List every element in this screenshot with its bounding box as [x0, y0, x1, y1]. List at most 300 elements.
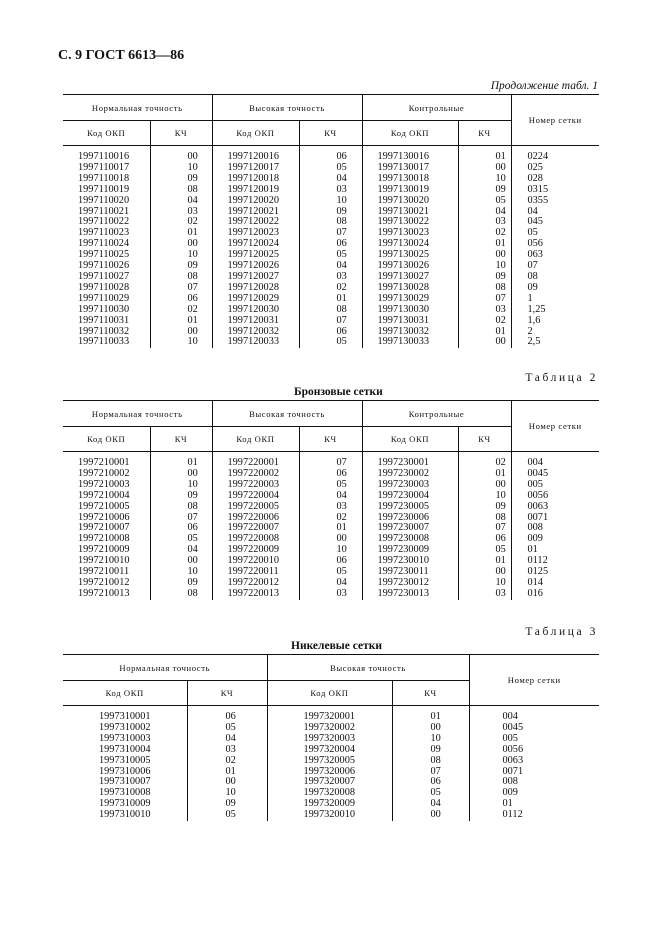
okp-code-cell: 1997130016 — [362, 146, 458, 163]
mesh-number-cell: 04 — [527, 205, 538, 217]
okp-code-cell: 1997120033 — [212, 337, 299, 348]
kch-cell: 10 — [150, 480, 212, 491]
kch-cell: 01 — [150, 316, 212, 327]
table-row — [63, 217, 599, 228]
kch-cell: 05 — [392, 788, 469, 799]
kch-cell: 09 — [150, 174, 212, 185]
mesh-number-cell: 014 — [527, 576, 543, 588]
kch-cell: 10 — [458, 491, 511, 502]
kch-cell: 03 — [458, 305, 511, 316]
kch-cell: 07 — [299, 452, 362, 469]
kch-cell: 10 — [150, 567, 212, 578]
table-3-nickel — [63, 654, 599, 821]
kch-cell: 05 — [299, 250, 362, 261]
col-mesh-number: Номер сетки — [511, 95, 599, 146]
kch-cell: 02 — [187, 756, 267, 767]
okp-code-cell: 1997110028 — [63, 283, 150, 294]
mesh-number-cell: 045 — [527, 216, 543, 228]
kch-cell: 10 — [458, 261, 511, 272]
mesh-number-cell: 1,25 — [527, 303, 546, 315]
okp-code-cell: 1997230006 — [362, 513, 458, 524]
kch-cell: 07 — [150, 283, 212, 294]
okp-code-cell: 1997210006 — [63, 513, 150, 524]
kch-cell: 02 — [150, 217, 212, 228]
col-kch: КЧ — [458, 121, 511, 146]
page-header: С. 9 ГОСТ 6613—86 — [58, 48, 185, 63]
table-row — [63, 228, 599, 239]
kch-cell: 02 — [299, 283, 362, 294]
okp-code-cell: 1997230007 — [362, 523, 458, 534]
okp-code-cell: 1997110033 — [63, 337, 150, 348]
okp-code-cell: 1997310008 — [63, 788, 187, 799]
kch-cell: 04 — [299, 578, 362, 589]
okp-code-cell: 1997120023 — [212, 228, 299, 239]
okp-code-cell: 1997220009 — [212, 545, 299, 556]
kch-cell: 07 — [150, 513, 212, 524]
kch-cell: 08 — [458, 513, 511, 524]
col-group-normal: Нормальная точность — [63, 401, 212, 427]
table-row — [63, 261, 599, 272]
kch-cell: 04 — [150, 196, 212, 207]
okp-code-cell: 1997110031 — [63, 316, 150, 327]
table-row — [63, 283, 599, 294]
okp-code-cell: 1997230012 — [362, 578, 458, 589]
mesh-number-cell: 0355 — [527, 194, 549, 206]
kch-cell: 04 — [150, 545, 212, 556]
mesh-number-cell: 016 — [527, 587, 543, 599]
table-row — [63, 294, 599, 305]
okp-code-cell: 1997130026 — [362, 261, 458, 272]
okp-code-cell: 1997220003 — [212, 480, 299, 491]
okp-code-cell: 1997110016 — [63, 146, 150, 163]
kch-cell: 08 — [392, 756, 469, 767]
kch-cell: 01 — [299, 523, 362, 534]
mesh-number-cell: 09 — [527, 281, 538, 293]
kch-cell: 09 — [187, 799, 267, 810]
mesh-number-cell: 01 — [502, 798, 513, 810]
okp-code-cell: 1997320010 — [267, 810, 392, 821]
okp-code-cell: 1997210002 — [63, 469, 150, 480]
kch-cell: 04 — [392, 799, 469, 810]
okp-code-cell: 1997310009 — [63, 799, 187, 810]
okp-code-cell: 1997110021 — [63, 207, 150, 218]
okp-code-cell: 1997110029 — [63, 294, 150, 305]
okp-code-cell: 1997210005 — [63, 502, 150, 513]
kch-cell: 01 — [150, 452, 212, 469]
table-row — [63, 756, 599, 767]
mesh-number-cell: 07 — [527, 260, 538, 272]
okp-code-cell: 1997320002 — [267, 723, 392, 734]
col-group-high: Высокая точность — [267, 655, 469, 681]
table-row — [63, 174, 599, 185]
okp-code-cell: 1997210012 — [63, 578, 150, 589]
table-2-caption: Таблица 2 — [525, 372, 598, 384]
okp-code-cell: 1997120031 — [212, 316, 299, 327]
table-row — [63, 810, 599, 821]
table-row — [63, 513, 599, 524]
okp-code-cell: 1997230008 — [362, 534, 458, 545]
continuation-note: Продолжение табл. 1 — [490, 80, 598, 92]
kch-cell: 10 — [150, 250, 212, 261]
okp-code-cell: 1997320009 — [267, 799, 392, 810]
kch-cell: 06 — [150, 294, 212, 305]
kch-cell: 02 — [458, 452, 511, 469]
kch-cell: 03 — [458, 589, 511, 600]
mesh-number-cell: 0071 — [502, 765, 524, 777]
mesh-number-cell: 063 — [527, 249, 543, 261]
col-group-control: Контрольные — [362, 95, 511, 121]
okp-code-cell: 1997110022 — [63, 217, 150, 228]
col-kch: КЧ — [392, 681, 469, 706]
mesh-number-cell: 05 — [527, 227, 538, 239]
okp-code-cell: 1997120028 — [212, 283, 299, 294]
kch-cell: 09 — [392, 745, 469, 756]
mesh-number-cell: 2 — [527, 325, 533, 337]
table-row — [63, 337, 599, 348]
okp-code-cell: 1997130018 — [362, 174, 458, 185]
okp-code-cell: 1997110019 — [63, 185, 150, 196]
kch-cell: 00 — [458, 163, 511, 174]
mesh-number-cell: 0224 — [527, 151, 549, 162]
col-group-normal: Нормальная точность — [63, 95, 212, 121]
mesh-number-cell: 005 — [502, 732, 518, 744]
okp-code-cell: 1997230011 — [362, 567, 458, 578]
kch-cell: 10 — [299, 196, 362, 207]
kch-cell: 03 — [150, 207, 212, 218]
okp-code-cell: 1997110025 — [63, 250, 150, 261]
okp-code-cell: 1997110032 — [63, 327, 150, 338]
col-kch: КЧ — [150, 427, 212, 452]
table-row — [63, 706, 599, 723]
kch-cell: 05 — [299, 163, 362, 174]
kch-cell: 08 — [150, 589, 212, 600]
okp-code-cell: 1997120016 — [212, 146, 299, 163]
okp-code-cell: 1997320005 — [267, 756, 392, 767]
kch-cell: 06 — [458, 534, 511, 545]
mesh-number-cell: 08 — [527, 270, 538, 282]
col-kch: КЧ — [458, 427, 511, 452]
table-row — [63, 567, 599, 578]
kch-cell: 07 — [458, 294, 511, 305]
okp-code-cell: 1997220004 — [212, 491, 299, 502]
col-code: Код ОКП — [212, 121, 299, 146]
okp-code-cell: 1997120018 — [212, 174, 299, 185]
kch-cell: 10 — [187, 788, 267, 799]
col-group-high: Высокая точность — [212, 95, 362, 121]
col-kch: КЧ — [299, 427, 362, 452]
okp-code-cell: 1997210003 — [63, 480, 150, 491]
okp-code-cell: 1997210008 — [63, 534, 150, 545]
mesh-number-cell: 056 — [527, 238, 543, 250]
col-code: Код ОКП — [267, 681, 392, 706]
kch-cell: 08 — [299, 217, 362, 228]
kch-cell: 02 — [150, 305, 212, 316]
mesh-number-cell: 0056 — [502, 743, 524, 755]
table-row — [63, 556, 599, 567]
table-row — [63, 146, 599, 163]
okp-code-cell: 1997310004 — [63, 745, 187, 756]
mesh-number-cell: 0063 — [502, 754, 524, 766]
kch-cell: 01 — [458, 146, 511, 163]
okp-code-cell: 1997230013 — [362, 589, 458, 600]
table-row — [63, 272, 599, 283]
kch-cell: 07 — [392, 767, 469, 778]
okp-code-cell: 1997120025 — [212, 250, 299, 261]
col-mesh-number: Номер сетки — [511, 401, 599, 452]
col-mesh-number: Номер сетки — [469, 655, 599, 706]
kch-cell: 09 — [458, 272, 511, 283]
okp-code-cell: 1997110026 — [63, 261, 150, 272]
okp-code-cell: 1997210001 — [63, 452, 150, 469]
okp-code-cell: 1997230001 — [362, 452, 458, 469]
okp-code-cell: 1997110030 — [63, 305, 150, 316]
table-row — [63, 316, 599, 327]
okp-code-cell: 1997230009 — [362, 545, 458, 556]
mesh-number-cell: 0071 — [527, 511, 549, 523]
mesh-number-cell: 0125 — [527, 566, 549, 578]
kch-cell: 05 — [299, 480, 362, 491]
mesh-number-cell: 009 — [527, 533, 543, 545]
table-row — [63, 545, 599, 556]
kch-cell: 06 — [299, 146, 362, 163]
kch-cell: 06 — [299, 327, 362, 338]
table-3-title: Никелевые сетки — [291, 640, 382, 652]
col-code: Код ОКП — [362, 427, 458, 452]
okp-code-cell: 1997210007 — [63, 523, 150, 534]
col-group-high: Высокая точность — [212, 401, 362, 427]
kch-cell: 07 — [299, 228, 362, 239]
col-code: Код ОКП — [63, 427, 150, 452]
okp-code-cell: 1997120029 — [212, 294, 299, 305]
mesh-number-cell: 004 — [502, 711, 518, 722]
kch-cell: 06 — [299, 239, 362, 250]
kch-cell: 06 — [150, 523, 212, 534]
okp-code-cell: 1997220007 — [212, 523, 299, 534]
mesh-number-cell: 1 — [527, 292, 533, 304]
col-code: Код ОКП — [63, 681, 187, 706]
kch-cell: 01 — [458, 556, 511, 567]
kch-cell: 04 — [299, 174, 362, 185]
kch-cell: 00 — [458, 480, 511, 491]
table-row — [63, 589, 599, 600]
col-code: Код ОКП — [362, 121, 458, 146]
col-kch: КЧ — [187, 681, 267, 706]
kch-cell: 03 — [299, 502, 362, 513]
table-row — [63, 250, 599, 261]
mesh-number-cell: 0112 — [527, 555, 548, 567]
kch-cell: 00 — [150, 469, 212, 480]
kch-cell: 06 — [299, 469, 362, 480]
okp-code-cell: 1997320001 — [267, 706, 392, 723]
table-row — [63, 523, 599, 534]
col-code: Код ОКП — [63, 121, 150, 146]
kch-cell: 08 — [458, 283, 511, 294]
kch-cell: 03 — [458, 217, 511, 228]
table-row — [63, 491, 599, 502]
mesh-number-cell: 025 — [527, 161, 543, 173]
mesh-number-cell: 004 — [527, 457, 543, 468]
table-1-continuation — [63, 94, 599, 348]
okp-code-cell: 1997110017 — [63, 163, 150, 174]
table-row — [63, 305, 599, 316]
kch-cell: 01 — [187, 767, 267, 778]
mesh-number-cell: 0315 — [527, 183, 549, 195]
okp-code-cell: 1997220002 — [212, 469, 299, 480]
kch-cell: 07 — [458, 523, 511, 534]
col-kch: КЧ — [150, 121, 212, 146]
okp-code-cell: 1997120027 — [212, 272, 299, 283]
okp-code-cell: 1997120020 — [212, 196, 299, 207]
kch-cell: 01 — [150, 228, 212, 239]
okp-code-cell: 1997120030 — [212, 305, 299, 316]
okp-code-cell: 1997120022 — [212, 217, 299, 228]
table-row — [63, 502, 599, 513]
okp-code-cell: 1997220001 — [212, 452, 299, 469]
kch-cell: 03 — [299, 272, 362, 283]
okp-code-cell: 1997110020 — [63, 196, 150, 207]
table-row — [63, 196, 599, 207]
okp-code-cell: 1997130022 — [362, 217, 458, 228]
mesh-number-cell: 2,5 — [527, 336, 541, 348]
mesh-number-cell: 0112 — [502, 809, 523, 821]
kch-cell: 08 — [150, 272, 212, 283]
okp-code-cell: 1997320003 — [267, 734, 392, 745]
okp-code-cell: 1997310001 — [63, 706, 187, 723]
kch-cell: 09 — [299, 207, 362, 218]
kch-cell: 10 — [458, 578, 511, 589]
kch-cell: 03 — [187, 745, 267, 756]
okp-code-cell: 1997110018 — [63, 174, 150, 185]
okp-code-cell: 1997220008 — [212, 534, 299, 545]
col-kch: КЧ — [299, 121, 362, 146]
okp-code-cell: 1997130031 — [362, 316, 458, 327]
okp-code-cell: 1997210004 — [63, 491, 150, 502]
okp-code-cell: 1997310003 — [63, 734, 187, 745]
kch-cell: 00 — [392, 810, 469, 821]
okp-code-cell: 1997310006 — [63, 767, 187, 778]
kch-cell: 00 — [458, 250, 511, 261]
table-row — [63, 469, 599, 480]
kch-cell: 05 — [187, 723, 267, 734]
okp-code-cell: 1997210013 — [63, 589, 150, 600]
kch-cell: 00 — [458, 337, 511, 348]
okp-code-cell: 1997320008 — [267, 788, 392, 799]
okp-code-cell: 1997230003 — [362, 480, 458, 491]
kch-cell: 05 — [150, 534, 212, 545]
okp-code-cell: 1997130033 — [362, 337, 458, 348]
table-row — [63, 207, 599, 218]
kch-cell: 01 — [299, 294, 362, 305]
kch-cell: 05 — [187, 810, 267, 821]
kch-cell: 07 — [299, 316, 362, 327]
okp-code-cell: 1997130027 — [362, 272, 458, 283]
mesh-number-cell: 01 — [527, 544, 538, 556]
kch-cell: 10 — [150, 337, 212, 348]
col-group-control: Контрольные — [362, 401, 511, 427]
okp-code-cell: 1997130030 — [362, 305, 458, 316]
kch-cell: 09 — [458, 185, 511, 196]
kch-cell: 08 — [150, 185, 212, 196]
kch-cell: 05 — [299, 337, 362, 348]
okp-code-cell: 1997130032 — [362, 327, 458, 338]
okp-code-cell: 1997130029 — [362, 294, 458, 305]
mesh-number-cell: 0063 — [527, 500, 549, 512]
okp-code-cell: 1997210010 — [63, 556, 150, 567]
table-row — [63, 578, 599, 589]
kch-cell: 04 — [187, 734, 267, 745]
okp-code-cell: 1997130024 — [362, 239, 458, 250]
mesh-number-cell: 005 — [527, 478, 543, 490]
table-row — [63, 163, 599, 174]
kch-cell: 05 — [299, 567, 362, 578]
okp-code-cell: 1997320007 — [267, 777, 392, 788]
kch-cell: 09 — [458, 502, 511, 513]
mesh-number-cell: 0056 — [527, 489, 549, 501]
kch-cell: 00 — [299, 534, 362, 545]
okp-code-cell: 1997220011 — [212, 567, 299, 578]
okp-code-cell: 1997120026 — [212, 261, 299, 272]
okp-code-cell: 1997230010 — [362, 556, 458, 567]
table-2-bronze — [63, 400, 599, 600]
kch-cell: 04 — [299, 261, 362, 272]
mesh-number-cell: 008 — [527, 522, 543, 534]
mesh-number-cell: 008 — [502, 776, 518, 788]
kch-cell: 06 — [187, 706, 267, 723]
kch-cell: 01 — [392, 706, 469, 723]
col-code: Код ОКП — [212, 427, 299, 452]
kch-cell: 10 — [299, 545, 362, 556]
table-row — [63, 534, 599, 545]
mesh-number-cell: 009 — [502, 787, 518, 799]
mesh-number-cell: 1,6 — [527, 314, 541, 326]
kch-cell: 00 — [150, 556, 212, 567]
okp-code-cell: 1997110023 — [63, 228, 150, 239]
kch-cell: 08 — [299, 305, 362, 316]
okp-code-cell: 1997110027 — [63, 272, 150, 283]
okp-code-cell: 1997220013 — [212, 589, 299, 600]
okp-code-cell: 1997110024 — [63, 239, 150, 250]
kch-cell: 00 — [187, 777, 267, 788]
kch-cell: 01 — [458, 327, 511, 338]
kch-cell: 10 — [458, 174, 511, 185]
table-row — [63, 239, 599, 250]
okp-code-cell: 1997310005 — [63, 756, 187, 767]
kch-cell: 02 — [458, 316, 511, 327]
kch-cell: 00 — [150, 146, 212, 163]
table-row — [63, 480, 599, 491]
okp-code-cell: 1997320004 — [267, 745, 392, 756]
okp-code-cell: 1997230004 — [362, 491, 458, 502]
table-2-title: Бронзовые сетки — [294, 386, 383, 398]
kch-cell: 05 — [458, 545, 511, 556]
kch-cell: 05 — [458, 196, 511, 207]
okp-code-cell: 1997130023 — [362, 228, 458, 239]
kch-cell: 03 — [299, 185, 362, 196]
mesh-number-cell: 0045 — [527, 467, 549, 479]
kch-cell: 08 — [150, 502, 212, 513]
okp-code-cell: 1997210009 — [63, 545, 150, 556]
okp-code-cell: 1997220010 — [212, 556, 299, 567]
okp-code-cell: 1997310002 — [63, 723, 187, 734]
kch-cell: 09 — [150, 578, 212, 589]
okp-code-cell: 1997220005 — [212, 502, 299, 513]
okp-code-cell: 1997130028 — [362, 283, 458, 294]
okp-code-cell: 1997120021 — [212, 207, 299, 218]
mesh-number-cell: 0045 — [502, 721, 524, 733]
kch-cell: 02 — [458, 228, 511, 239]
okp-code-cell: 1997220006 — [212, 513, 299, 524]
okp-code-cell: 1997130017 — [362, 163, 458, 174]
